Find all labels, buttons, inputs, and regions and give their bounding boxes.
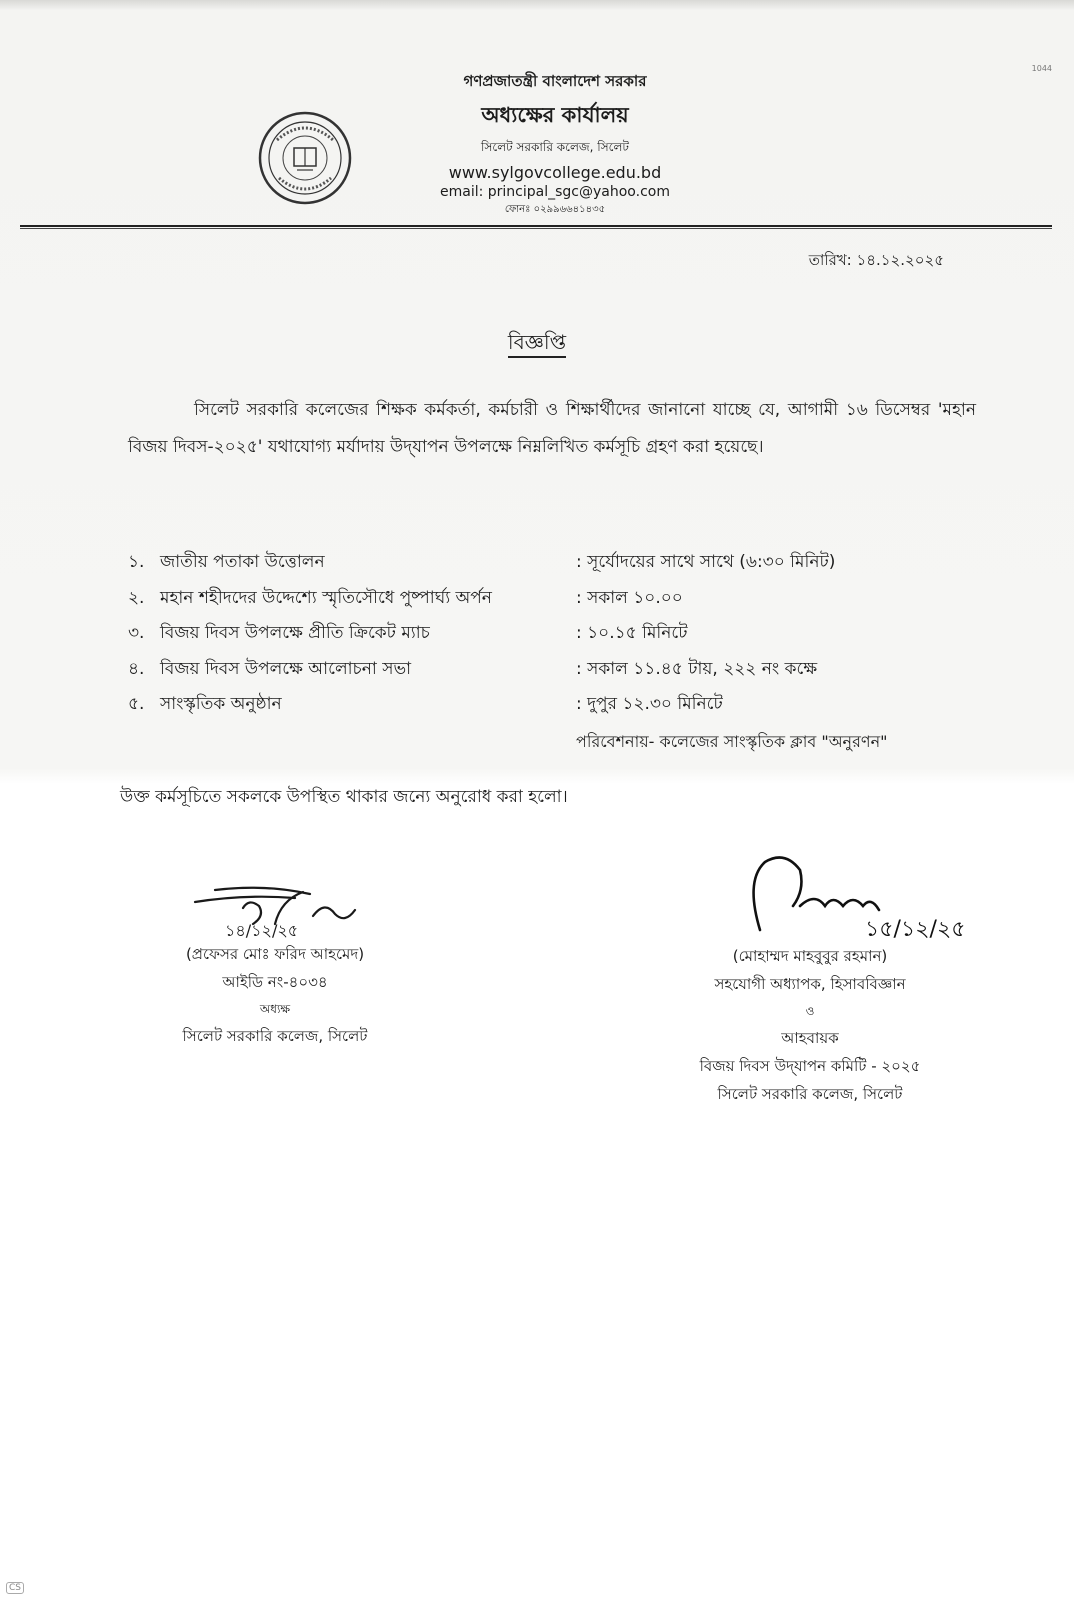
program-time: : দুপুর ১২.৩০ মিনিটে <box>576 694 723 714</box>
office-name: অধ্যক্ষের কার্যালয় <box>481 103 629 127</box>
signature-block-convener <box>650 850 970 1108</box>
program-time: : সূর্যোদয়ের সাথে সাথে (৬:৩০ মিনিট) <box>576 552 836 572</box>
scan-top-edge <box>0 0 1074 10</box>
program-item: জাতীয় পতাকা উত্তোলন <box>160 552 325 572</box>
program-row <box>128 585 948 621</box>
program-number: ১. <box>128 552 145 572</box>
website: www.sylgovcollege.edu.bd <box>448 163 662 182</box>
header-divider-thin <box>20 228 1052 229</box>
scanner-watermark: CS <box>6 1582 24 1594</box>
email-address: email: principal_sgc@yahoo.com <box>440 184 670 200</box>
convener-and: ও <box>805 1004 815 1018</box>
program-time: : সকাল ১০.০০ <box>576 587 683 608</box>
government-name: গণপ্রজাতন্ত্রী বাংলাদেশ সরকার <box>463 72 647 90</box>
program-number: ৫. <box>128 694 145 714</box>
principal-id: আইডি নং-৪০৩৪ <box>222 973 328 991</box>
principal-name: (প্রফেসর মোঃ ফরিদ আহমেদ) <box>185 945 365 963</box>
signature-convener-date: ১৫/১২/২৫ <box>865 917 966 942</box>
principal-designation: অধ্যক্ষ <box>259 1002 291 1016</box>
program-number: ৪. <box>128 658 145 679</box>
signature-convener-icon <box>665 850 966 942</box>
header-divider <box>20 225 1052 227</box>
program-time: : সকাল ১১.৪৫ টায়, ২২২ নং কক্ষে <box>576 658 818 679</box>
corner-number: 1044 <box>1031 64 1052 73</box>
signature-principal-date: ১৪/১২/২৫ <box>225 921 299 940</box>
convener-name: (মোহাম্মদ মাহবুবুর রহমান) <box>732 947 888 965</box>
presenter-note: পরিবেশনায়- কলেজের সাংস্কৃতিক ক্লাব "অনুরণন" <box>576 732 888 751</box>
program-item: বিজয় দিবস উপলক্ষে আলোচনা সভা <box>160 658 412 679</box>
program-list <box>128 549 948 727</box>
notice-body: সিলেট সরকারি কলেজের শিক্ষক কর্মকর্তা, কর্মচারী ও শিক্ষার্থীদের জানানো যাচ্ছে যে, আগামী ১৬ ডিসেম্বর 'মহান বিজয় দিবস-২০২৫' যথাযোগ্য মর্যাদায় উদ্‌যাপন উপলক্ষে নিম্নলিখিত কর্মসূচি গ্রহণ করা হয়েছে। <box>128 400 976 457</box>
program-row <box>128 656 948 692</box>
convener-institution: সিলেট সরকারি কলেজ, সিলেট <box>717 1085 903 1103</box>
program-number: ২. <box>128 587 145 608</box>
notice-date: তারিখ: ১৪.১২.২০২৫ <box>808 251 944 269</box>
program-item: মহান শহীদদের উদ্দেশ্যে স্মৃতিসৌধে পুষ্পার্ঘ্য অর্পন <box>160 587 492 608</box>
college-name: সিলেট সরকারি কলেজ, সিলেট <box>481 140 629 154</box>
letterhead <box>400 70 710 219</box>
program-number: ৩. <box>128 623 145 643</box>
signature-principal-icon <box>185 880 365 940</box>
request-line: উক্ত কর্মসূচিতে সকলকে উপস্থিত থাকার জন্যে অনুরোধ করা হলো। <box>120 787 568 807</box>
phone-number: ফোনঃ ০২৯৯৬৬৪১৪৩৫ <box>504 204 606 215</box>
program-row <box>128 549 948 585</box>
convener-role: আহবায়ক <box>781 1029 839 1047</box>
notice-title <box>0 328 1074 361</box>
notice-title-text: বিজ্ঞপ্তি <box>508 330 566 358</box>
program-row <box>128 620 948 656</box>
principal-institution: সিলেট সরকারি কলেজ, সিলেট <box>182 1027 368 1045</box>
program-time: : ১০.১৫ মিনিটে <box>576 623 688 643</box>
program-item: সাংস্কৃতিক অনুষ্ঠান <box>160 694 282 714</box>
convener-committee: বিজয় দিবস উদ্‌যাপন কমিটি - ২০২৫ <box>699 1057 921 1075</box>
college-seal-icon <box>257 110 353 206</box>
signature-block-principal <box>140 880 410 1050</box>
convener-designation: সহযোগী অধ্যাপক, হিসাববিজ্ঞান <box>714 975 906 993</box>
program-item: বিজয় দিবস উপলক্ষে প্রীতি ক্রিকেট ম্যাচ <box>160 623 430 643</box>
program-row <box>128 691 948 727</box>
